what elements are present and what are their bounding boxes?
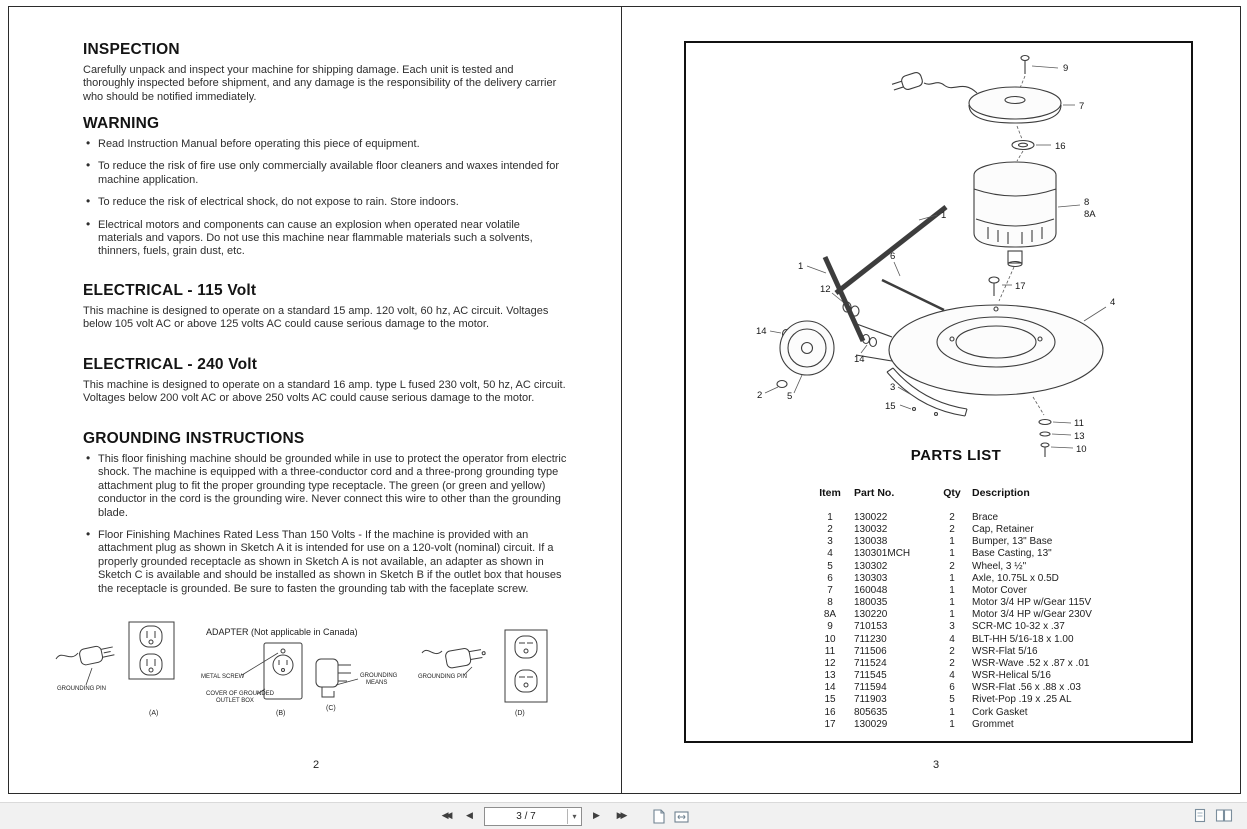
callout: 4 [1110, 297, 1116, 308]
cover-label-line2: OUTLET BOX [216, 698, 254, 704]
view-mode-buttons [1193, 808, 1233, 826]
outlet-d-drawing [505, 630, 547, 702]
right-page-number: 3 [932, 759, 940, 771]
single-page-view-icon [1193, 808, 1207, 823]
viewer-toolbar [0, 802, 1247, 829]
outlet-a-drawing [129, 622, 174, 679]
grounding-sketches-diagram [54, 615, 564, 727]
warning-bullets [85, 138, 567, 259]
parts-row: 12 711524 2 WSR-Wave .52 x .87 x .01 [824, 657, 1090, 669]
parts-row: 4 130301MCH 1 Base Casting, 13" [827, 548, 1052, 560]
cork-gasket-16 [1012, 141, 1034, 150]
parts-row: 9 710153 3 SCR-MC 10-32 x .37 [827, 621, 1065, 633]
fit-width-button[interactable] [674, 808, 689, 825]
wheel-5 [780, 321, 834, 375]
callout: 15 [885, 401, 896, 412]
parts-row: 11 711506 2 WSR-Flat 5/16 [824, 645, 1038, 657]
power-cord [891, 71, 977, 94]
parts-row: 8A 130220 1 Motor 3/4 HP w/Gear 230V [823, 609, 1092, 621]
sketch-b-label: (B) [276, 710, 286, 717]
warning-heading: WARNING [83, 115, 160, 132]
fit-width-icon [674, 810, 689, 824]
axle-6 [882, 280, 944, 310]
section-electrical-115 [83, 282, 567, 332]
inspection-body: Carefully unpack and inspect your machine for shipping damage. Each unit is tested and thoroughly inspected before shipment, and any damage is the responsibility of the delivery carrier who should be notified immediately. [83, 64, 557, 103]
parts-row: 14 711594 6 WSR-Flat .56 x .88 x .03 [824, 682, 1081, 694]
callout: 6 [890, 251, 896, 262]
grounding-bullet: • Floor Finishing Machines Rated Less Than 150 Volts - If the machine is provided with an attachment plug as shown in Sketch A it is intended for use on a 120-volt (nominal) circuit. If a properly grounded receptacle as shown in Sketch A is not available, an adapter as shown in Sketch C is available and should be installed as shown in Sketch B if the outlet box that houses the receptacle is grounded. Be sure to fasten the grounding tab with the faceplate screw. [85, 529, 567, 596]
first-page-icon: ◀◀ [441, 811, 450, 821]
next-page-icon: ▶ [593, 811, 600, 821]
section-electrical-240 [83, 356, 567, 406]
document-spread [8, 6, 1241, 794]
parts-row: 7 160048 1 Motor Cover [827, 584, 1028, 596]
cap-2 [777, 381, 787, 388]
col-part-no: Part No. [854, 487, 895, 499]
callout: 8A [1084, 209, 1096, 220]
grounding-means-line1: GROUNDING [360, 673, 398, 679]
callout: 11 [1074, 418, 1084, 429]
grounding-bullets [85, 453, 567, 596]
adapter-note-label: ADAPTER (Not applicable in Canada) [206, 627, 358, 637]
page-selector[interactable] [484, 807, 582, 826]
cover-label-line1: COVER OF GROUNDED [206, 691, 275, 697]
grounding-pin-label-a: GROUNDING PIN [57, 686, 107, 692]
parts-row: 2 130032 2 Cap, Retainer [827, 524, 1034, 536]
parts-list-title: PARTS LIST [910, 447, 1002, 464]
callout: 14 [854, 354, 865, 365]
cap-retainer-7 [969, 87, 1061, 123]
callout: 1 [798, 261, 804, 272]
section-inspection [83, 41, 567, 104]
callout: 7 [1079, 101, 1085, 112]
section-warning [83, 115, 567, 268]
parts-row: 3 130038 1 Bumper, 13" Base [827, 536, 1053, 548]
callout: 12 [820, 284, 831, 295]
callout: 8 [1084, 197, 1090, 208]
callout: 17 [1015, 281, 1026, 292]
next-page-button[interactable] [589, 808, 604, 825]
washer-13 [1040, 432, 1050, 436]
last-page-button[interactable] [611, 808, 630, 825]
left-page-number: 2 [312, 759, 320, 771]
parts-table-header-row [806, 487, 1182, 512]
single-page-view-button[interactable] [1193, 808, 1207, 826]
grounding-bullet: • This floor finishing machine should be grounded while in use to protect the operator from electric shock. The machine is equipped with a three-conductor cord and a three-prong grounding type attachment plug to fit the proper grounding type receptacle. The green (or green and yellow) conductor in the cord is the grounding wire. Never connect this wire to other than the grounding blade. [85, 453, 567, 520]
adapter-c-drawing [316, 659, 358, 697]
parts-row: 1 130022 2 Brace [827, 512, 999, 523]
exploded-parts-diagram [686, 43, 1187, 455]
callout: 2 [757, 390, 763, 401]
parts-list-box [684, 41, 1193, 743]
callout: 10 [1076, 444, 1087, 455]
dropdown-caret-icon: ▾ [567, 809, 581, 824]
warning-bullet: • To reduce the risk of electrical shock, do not expose to rain. Store indoors. [85, 196, 567, 209]
col-description: Description [972, 487, 1030, 499]
callout: 5 [787, 391, 793, 402]
electrical-115-body: This machine is designed to operate on a standard 15 amp. 120 volt, 60 hz, AC circuit. Voltages below 105 volt AC or above 125 volts AC could cause serious damage to the motor. [83, 305, 549, 331]
col-qty: Qty [943, 487, 961, 499]
page-indicator: 3 / 7 [516, 811, 536, 822]
motor-8 [974, 162, 1056, 267]
screw-9 [1021, 56, 1029, 75]
callout: 13 [1074, 431, 1085, 442]
inspection-heading: INSPECTION [83, 41, 180, 58]
warning-bullet: • To reduce the risk of fire use only commercially available floor cleaners and waxes intended for machine application. [85, 160, 567, 187]
callout: 14 [756, 326, 767, 337]
page-divider [621, 7, 622, 793]
parts-row: 13 711545 4 WSR-Helical 5/16 [824, 670, 1051, 682]
parts-row: 5 130302 2 Wheel, 3 ½" [827, 560, 1027, 572]
metal-screw-label: METAL SCREW [201, 674, 245, 680]
two-page-view-button[interactable] [1215, 808, 1233, 826]
callout: 1 [941, 210, 947, 221]
last-page-icon: ▶▶ [616, 811, 625, 821]
fit-page-icon [652, 809, 666, 824]
parts-row: 10 711230 4 BLT-HH 5/16-18 x 1.00 [824, 633, 1074, 645]
plug-d-drawing [422, 645, 487, 675]
callout: 16 [1055, 141, 1066, 152]
washer-11 [1039, 420, 1051, 425]
first-page-button[interactable] [436, 808, 455, 825]
parts-row: 6 130303 1 Axle, 10.75L x 0.5D [827, 572, 1059, 584]
sketch-d-label: (D) [515, 710, 525, 717]
warning-bullet: • Read Instruction Manual before operating this piece of equipment. [85, 138, 567, 151]
sketch-a-label: (A) [149, 710, 159, 717]
page-navigation [436, 807, 689, 826]
parts-table-body [806, 512, 1182, 731]
fit-page-button[interactable] [652, 808, 667, 825]
electrical-115-heading: ELECTRICAL - 115 Volt [83, 282, 257, 299]
sketch-c-label: (C) [326, 705, 336, 712]
grounding-heading: GROUNDING INSTRUCTIONS [83, 430, 305, 447]
electrical-240-heading: ELECTRICAL - 240 Volt [83, 356, 258, 373]
grounding-pin-label-d: GROUNDING PIN [418, 674, 468, 680]
parts-row: 15 711903 5 Rivet-Pop .19 x .25 AL [824, 694, 1072, 706]
two-page-view-icon [1215, 808, 1233, 823]
parts-table [806, 487, 1182, 731]
bolt-17 [989, 277, 999, 296]
warning-bullet: • Electrical motors and components can cause an explosion when operated near volatile materials and vapors. Do not use this machine near flammable materials such a solvents, thinners, fuels, grain dust, etc. [85, 219, 567, 259]
callout: 9 [1063, 63, 1069, 74]
grounding-means-line2: MEANS [366, 680, 388, 686]
previous-page-button[interactable] [462, 808, 477, 825]
parts-row: 16 805635 1 Cork Gasket [824, 706, 1028, 718]
col-item: Item [819, 487, 841, 499]
section-grounding [83, 430, 567, 605]
callout: 3 [890, 382, 896, 393]
electrical-240-body: This machine is designed to operate on a standard 16 amp. type L fused 230 volt, 50 hz, AC circuit. Voltages below 200 volt AC or above 250 volts AC could cause serious damage to the motor. [83, 379, 566, 405]
previous-page-icon: ◀ [466, 811, 473, 821]
parts-row: 17 130029 1 Grommet [824, 718, 1014, 730]
parts-row: 8 180035 1 Motor 3/4 HP w/Gear 115V [827, 597, 1092, 609]
plug-a-drawing [56, 643, 115, 685]
